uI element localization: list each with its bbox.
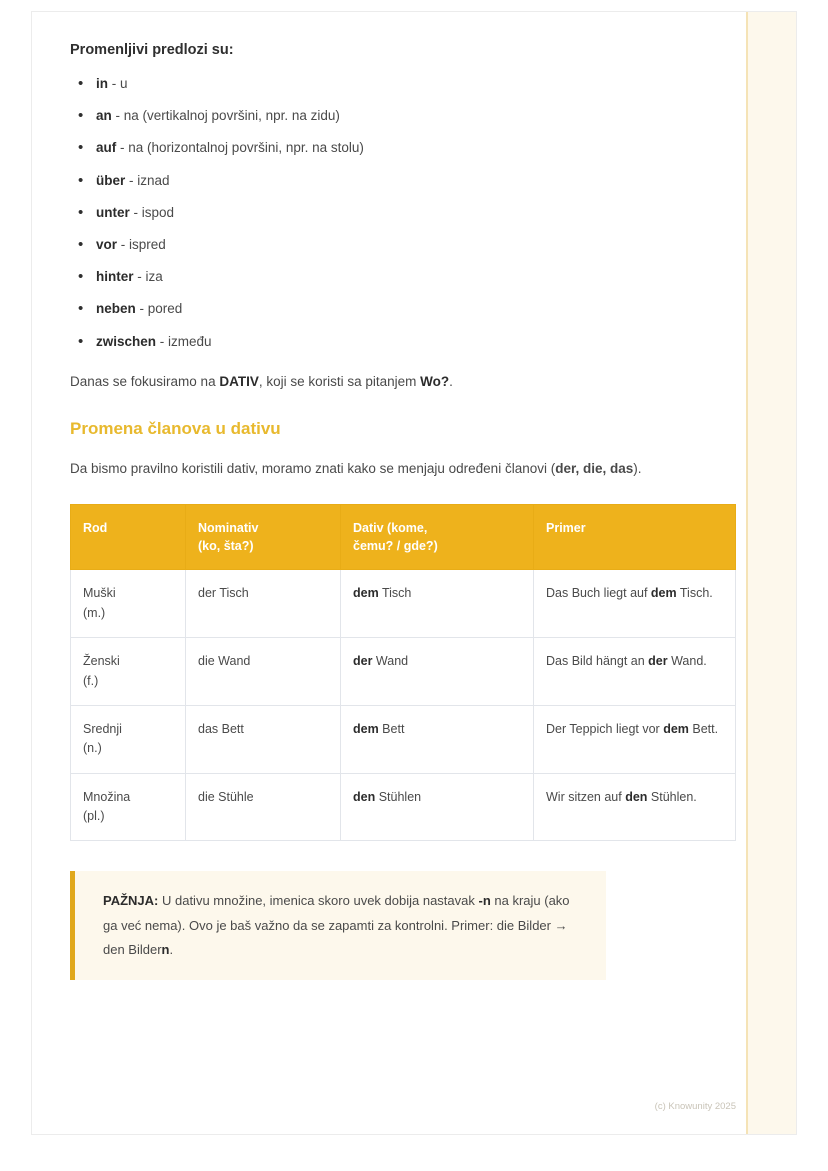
dativ-noun: Tisch: [378, 586, 412, 601]
cell-nominativ: die Wand: [186, 638, 341, 706]
dativ-article: den: [353, 789, 376, 804]
primer-article: dem: [663, 721, 689, 736]
list-item: [70, 334, 670, 350]
intro-text-1: Da bismo pravilno koristili dativ, moramo znati kako se menjaju određeni članovi (: [70, 460, 556, 476]
page-title: Promenljivi predlozi su:: [70, 42, 234, 58]
header-line: Nominativ: [198, 521, 259, 536]
cell-primer: [534, 638, 736, 706]
cell-rod: [71, 773, 186, 841]
preposition-word: vor: [96, 236, 118, 252]
list-item: [70, 108, 670, 124]
cell-rod: [71, 638, 186, 706]
primer-text-1: Das Bild hängt an: [546, 654, 649, 669]
dativ-table: [70, 504, 736, 841]
cell-dativ: [341, 638, 534, 706]
preposition-word: unter: [96, 204, 130, 220]
cell-nominativ: der Tisch: [186, 570, 341, 638]
cell-line: (m.): [83, 605, 106, 620]
focus-paragraph: [70, 372, 670, 393]
primer-text-1: Wir sitzen auf: [546, 789, 626, 804]
list-item: [70, 237, 670, 253]
dativ-article: dem: [353, 721, 379, 736]
intro-paragraph: [70, 457, 670, 481]
cell-line: Srednji: [83, 721, 122, 736]
preposition-gloss: - ispred: [117, 236, 166, 252]
cell-primer: [534, 705, 736, 773]
table-body: [71, 570, 736, 841]
table-row: [71, 638, 736, 706]
preposition-gloss: - na (vertikalnoj površini, npr. na zidu): [111, 108, 340, 124]
column-header-dativ: [341, 505, 534, 570]
preposition-word: auf: [96, 140, 117, 156]
primer-article: den: [625, 789, 648, 804]
dativ-article: dem: [353, 586, 379, 601]
dativ-noun: Bett: [378, 721, 405, 736]
callout-text-1: U dativu množine, imenica skoro uvek dobija nastavak: [158, 893, 479, 909]
header-line: Primer: [546, 521, 586, 536]
preposition-gloss: - iza: [133, 269, 163, 285]
header-line: Dativ (kome,: [353, 521, 428, 536]
list-item: [70, 205, 670, 221]
table-row: [71, 773, 736, 841]
cell-dativ: [341, 773, 534, 841]
table-row: [71, 570, 736, 638]
preposition-word: an: [96, 108, 112, 124]
cell-primer: [534, 570, 736, 638]
cell-line: (pl.): [83, 809, 105, 824]
focus-bold-wo: Wo?: [420, 373, 450, 389]
list-item: [70, 301, 670, 317]
callout-text-2: na kraju (ako ga već nema). Ovo je baš važno da se zapamti za kontrolni. Primer: die Bilder → den Bilder: [103, 893, 570, 957]
cell-rod: [71, 570, 186, 638]
focus-text-3: .: [449, 373, 453, 389]
cell-line: (n.): [83, 741, 102, 756]
preposition-list: [70, 76, 670, 350]
primer-text-1: Das Buch liegt auf: [546, 586, 651, 601]
header-line: čemu? / gde?): [353, 539, 438, 554]
preposition-gloss: - na (horizontalnoj površini, npr. na stolu): [116, 140, 364, 156]
copyright-footer: (c) Knowunity 2025: [654, 1101, 736, 1112]
dativ-article: der: [353, 654, 373, 669]
section-title: Promena članova u dativu: [70, 418, 281, 438]
document-content: [70, 42, 719, 980]
list-item: [70, 269, 670, 285]
callout-label: PAŽNJA:: [103, 893, 159, 909]
cell-line: Ženski: [83, 654, 120, 669]
dativ-noun: Wand: [372, 654, 409, 669]
preposition-word: hinter: [96, 269, 134, 285]
focus-text-1: Danas se fokusiramo na: [70, 373, 220, 389]
preposition-gloss: - pored: [135, 301, 183, 317]
header-line: (ko, šta?): [198, 539, 254, 554]
primer-text-2: Bett.: [688, 721, 719, 736]
primer-text-2: Stühlen.: [647, 789, 697, 804]
preposition-gloss: - između: [156, 333, 212, 349]
cell-line: Množina: [83, 789, 131, 804]
cell-line: Muški: [83, 586, 116, 601]
preposition-gloss: - iznad: [125, 172, 170, 188]
callout-bold-n: n: [161, 941, 170, 957]
column-header-nominativ: [186, 505, 341, 570]
focus-bold-dativ: DATIV: [219, 373, 259, 389]
preposition-gloss: - ispod: [129, 204, 175, 220]
table-row: [71, 705, 736, 773]
list-item: [70, 140, 670, 156]
page-side-band: [746, 12, 796, 1134]
primer-article: der: [648, 654, 668, 669]
column-header-primer: [534, 505, 736, 570]
cell-line: (f.): [83, 673, 99, 688]
primer-article: dem: [650, 586, 677, 601]
column-header-rod: [71, 505, 186, 570]
list-item: [70, 173, 670, 189]
cell-primer: [534, 773, 736, 841]
callout-text: [103, 889, 580, 961]
cell-nominativ: das Bett: [186, 705, 341, 773]
primer-text-2: Tisch.: [676, 586, 713, 601]
dativ-noun: Stühlen: [375, 789, 422, 804]
cell-nominativ: die Stühle: [186, 773, 341, 841]
intro-bold-articles: der, die, das: [555, 460, 634, 476]
callout-text-3: .: [169, 941, 174, 957]
cell-rod: [71, 705, 186, 773]
cell-dativ: [341, 570, 534, 638]
table-header-row: [71, 505, 736, 570]
callout-bold-suffix: -n: [478, 893, 491, 909]
attention-callout: [70, 871, 606, 979]
header-line: Rod: [83, 521, 108, 536]
table-header: [71, 505, 736, 570]
document-page: [32, 12, 796, 1134]
cell-dativ: [341, 705, 534, 773]
primer-text-1: Der Teppich liegt vor: [546, 721, 664, 736]
preposition-word: zwischen: [96, 333, 157, 349]
focus-text-2: , koji se koristi sa pitanjem: [258, 373, 421, 389]
preposition-gloss: - u: [108, 76, 128, 91]
intro-text-2: ).: [633, 460, 642, 476]
list-item: [70, 76, 670, 92]
preposition-word: neben: [96, 301, 136, 317]
primer-text-2: Wand.: [667, 654, 707, 669]
preposition-word: in: [96, 76, 108, 91]
preposition-word: über: [96, 172, 126, 188]
